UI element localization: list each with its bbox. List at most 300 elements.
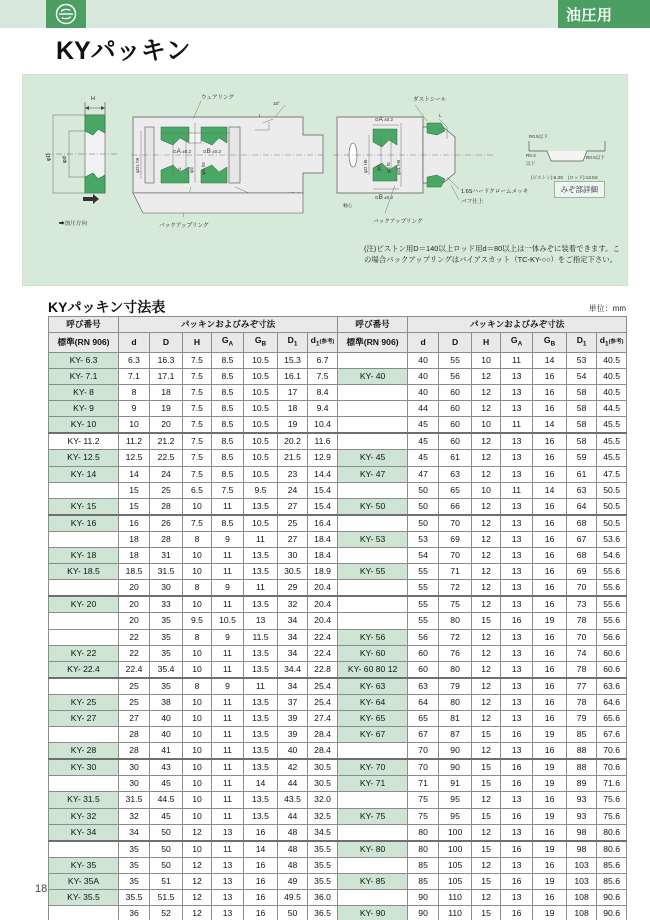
cell-part-number-left: [49, 580, 119, 597]
illustration-note: (注)ピストン用D＝140以上ロッド用d＝80以上は一体みぞに装着できます。この場合バックアップリングはバイアスカット（TC-KY-○○）をご指定下さい。: [364, 244, 620, 265]
cell-value-right-0: 80: [408, 841, 439, 858]
cell-value-right-5: 68: [567, 515, 597, 532]
cell-value-left-1: 24: [150, 466, 183, 482]
cell-value-left-6: 35.5: [308, 873, 338, 889]
cell-value-left-6: 27.4: [308, 710, 338, 726]
cell-value-right-0: 70: [408, 743, 439, 760]
cell-value-right-2: 12: [472, 661, 501, 678]
cell-value-left-3: 7.5: [212, 482, 244, 498]
cell-value-right-2: 15: [472, 727, 501, 743]
table-row: [49, 385, 627, 401]
cell-value-left-4: 16: [244, 906, 278, 920]
cell-value-left-2: 12: [183, 873, 212, 889]
cell-value-left-3: 11: [212, 727, 244, 743]
cell-value-right-5: 68: [567, 548, 597, 564]
cell-value-left-2: 10: [183, 841, 212, 858]
cell-value-right-2: 12: [472, 629, 501, 645]
cell-value-left-5: 39: [278, 710, 308, 726]
cell-part-number-right: [338, 385, 408, 401]
cell-value-left-0: 22.4: [119, 661, 150, 678]
cell-value-right-0: 85: [408, 873, 439, 889]
cell-value-right-2: 12: [472, 596, 501, 613]
cell-value-left-4: 13.5: [244, 661, 278, 678]
header-col-H-left: H: [183, 333, 212, 353]
cell-value-right-5: 88: [567, 759, 597, 776]
cell-value-left-6: 18.9: [308, 564, 338, 580]
cell-value-right-2: 15: [472, 906, 501, 920]
cell-value-left-1: 45: [150, 808, 183, 824]
cell-value-left-6: 10.4: [308, 417, 338, 434]
cell-value-left-5: 34: [278, 629, 308, 645]
cell-value-right-1: 100: [439, 824, 472, 841]
cell-value-right-5: 98: [567, 841, 597, 858]
cell-value-left-3: 13: [212, 824, 244, 841]
cell-value-right-5: 70: [567, 629, 597, 645]
cell-part-number-right: [338, 613, 408, 629]
cell-value-right-4: 19: [533, 759, 567, 776]
cell-value-right-3: 13: [501, 743, 533, 760]
label-dia-d1-rod: φd1 H9: [396, 159, 401, 175]
cell-value-left-4: 13.5: [244, 743, 278, 760]
cell-part-number-right: KY- 40: [338, 369, 408, 385]
cell-value-left-5: 27: [278, 531, 308, 547]
table-row: [49, 710, 627, 726]
cell-value-left-3: 11: [212, 792, 244, 808]
cell-value-left-5: 49: [278, 873, 308, 889]
header-col-d1-left: $d_1$(参考): [308, 333, 338, 353]
cell-value-right-1: 79: [439, 678, 472, 695]
cell-part-number-left: KY- 8: [49, 385, 119, 401]
cell-value-left-3: 11: [212, 759, 244, 776]
cell-value-left-4: 13.5: [244, 548, 278, 564]
cell-value-left-6: 35.5: [308, 841, 338, 858]
cell-value-left-5: 44: [278, 776, 308, 792]
cell-value-left-4: 10.5: [244, 352, 278, 368]
cell-value-right-6: 45.5: [597, 450, 627, 466]
cell-value-left-6: 14.4: [308, 466, 338, 482]
cell-part-number-left: KY- 35.5: [49, 890, 119, 906]
cell-value-left-4: 13.5: [244, 596, 278, 613]
cell-value-right-4: 19: [533, 808, 567, 824]
cell-value-right-1: 60: [439, 417, 472, 434]
cell-part-number-left: KY- 7.1: [49, 369, 119, 385]
cell-value-left-5: 32: [278, 596, 308, 613]
cell-part-number-right: KY- 71: [338, 776, 408, 792]
cell-value-right-2: 12: [472, 531, 501, 547]
cell-value-left-5: 34: [278, 645, 308, 661]
cell-value-left-0: 25: [119, 678, 150, 695]
label-groove-r05: R0.5以下: [529, 134, 548, 139]
cell-value-right-5: 64: [567, 498, 597, 515]
cell-value-left-1: 35: [150, 678, 183, 695]
cell-value-left-1: 30: [150, 580, 183, 597]
cell-value-left-0: 20: [119, 613, 150, 629]
cell-value-right-4: 16: [533, 890, 567, 906]
cell-value-left-3: 8.5: [212, 385, 244, 401]
cell-value-left-3: 8.5: [212, 450, 244, 466]
cell-value-left-2: 10: [183, 548, 212, 564]
cell-value-right-6: 75.6: [597, 808, 627, 824]
cell-value-left-5: 21.5: [278, 450, 308, 466]
cell-value-right-3: 16: [501, 613, 533, 629]
cell-value-left-6: 20.4: [308, 596, 338, 613]
cell-value-left-0: 20: [119, 580, 150, 597]
cell-value-left-5: 30.5: [278, 564, 308, 580]
cell-value-right-6: 64.6: [597, 694, 627, 710]
cell-value-left-2: 8: [183, 678, 212, 695]
cell-value-right-4: 16: [533, 401, 567, 417]
cell-value-right-0: 40: [408, 385, 439, 401]
cell-value-right-3: 13: [501, 580, 533, 597]
cell-part-number-left: KY- 11.2: [49, 433, 119, 450]
cell-value-right-4: 16: [533, 710, 567, 726]
label-angle-15: 15°: [273, 101, 280, 106]
cell-value-right-4: 16: [533, 515, 567, 532]
cell-part-number-left: KY- 9: [49, 401, 119, 417]
cell-value-right-2: 12: [472, 433, 501, 450]
cell-value-left-1: 50: [150, 857, 183, 873]
cell-value-left-3: 11: [212, 776, 244, 792]
cell-value-left-0: 35: [119, 873, 150, 889]
cell-value-left-5: 42: [278, 759, 308, 776]
cell-value-left-1: 45: [150, 776, 183, 792]
label-dim-G: G: [177, 167, 182, 171]
cell-value-right-0: 55: [408, 564, 439, 580]
cell-value-right-3: 13: [501, 531, 533, 547]
cell-value-left-0: 20: [119, 596, 150, 613]
cell-value-left-5: 48: [278, 857, 308, 873]
cell-part-number-right: [338, 548, 408, 564]
cell-value-left-6: 28.4: [308, 727, 338, 743]
cell-value-right-4: 16: [533, 369, 567, 385]
cell-value-left-0: 7.1: [119, 369, 150, 385]
cell-value-left-3: 9: [212, 678, 244, 695]
cell-part-number-left: KY- 27: [49, 710, 119, 726]
cell-value-right-0: 60: [408, 661, 439, 678]
cell-value-right-1: 80: [439, 694, 472, 710]
table-row: [49, 808, 627, 824]
table-row: [49, 369, 627, 385]
cell-value-right-4: 19: [533, 613, 567, 629]
cell-value-left-5: 34: [278, 678, 308, 695]
cell-value-right-6: 75.6: [597, 792, 627, 808]
cell-value-right-5: 108: [567, 890, 597, 906]
cell-value-right-3: 13: [501, 857, 533, 873]
cell-value-left-0: 31.5: [119, 792, 150, 808]
cell-value-right-3: 16: [501, 776, 533, 792]
label-dia-D-rod: φD H9: [363, 159, 368, 173]
header-col-D1-left: $D_1$: [278, 333, 308, 353]
cell-value-left-5: 19: [278, 417, 308, 434]
circle-s-logo-icon: [54, 2, 78, 26]
cell-value-right-0: 90: [408, 890, 439, 906]
cell-part-number-left: KY- 12.5: [49, 450, 119, 466]
cell-value-right-6: 50.5: [597, 498, 627, 515]
cell-value-right-2: 10: [472, 482, 501, 498]
cell-value-right-2: 12: [472, 564, 501, 580]
label-groove-finish: (ピストン):6.3S (ロッド):12.5S: [531, 175, 598, 180]
table-row: [49, 417, 627, 434]
table-row: [49, 841, 627, 858]
cell-value-left-4: 10.5: [244, 385, 278, 401]
table-row: [49, 776, 627, 792]
cell-value-left-1: 31.5: [150, 564, 183, 580]
cell-value-right-0: 65: [408, 710, 439, 726]
cell-value-left-4: 11: [244, 580, 278, 597]
cell-value-right-0: 71: [408, 776, 439, 792]
cell-value-right-6: 80.6: [597, 841, 627, 858]
table-row: [49, 694, 627, 710]
cell-value-left-0: 36: [119, 906, 150, 920]
cell-value-right-4: 16: [533, 548, 567, 564]
cell-value-right-1: 110: [439, 906, 472, 920]
cell-value-right-3: 13: [501, 824, 533, 841]
cell-part-number-left: KY- 18: [49, 548, 119, 564]
cell-value-left-6: 36.5: [308, 906, 338, 920]
cell-value-left-3: 11: [212, 743, 244, 760]
cell-value-left-5: 16.1: [278, 369, 308, 385]
cell-value-right-5: 89: [567, 776, 597, 792]
cell-value-left-1: 38: [150, 694, 183, 710]
cell-value-left-0: 35: [119, 857, 150, 873]
cell-value-left-0: 28: [119, 743, 150, 760]
cell-value-left-6: 20.4: [308, 580, 338, 597]
cell-value-right-2: 12: [472, 890, 501, 906]
cell-value-left-5: 48: [278, 841, 308, 858]
cell-value-right-6: 80.6: [597, 824, 627, 841]
cell-value-left-0: 30: [119, 776, 150, 792]
cell-value-right-1: 110: [439, 890, 472, 906]
cell-value-right-6: 55.6: [597, 580, 627, 597]
cell-value-right-1: 71: [439, 564, 472, 580]
cell-value-left-4: 11: [244, 678, 278, 695]
table-row: [49, 466, 627, 482]
cell-value-right-6: 40.5: [597, 369, 627, 385]
cell-value-right-3: 16: [501, 873, 533, 889]
cell-value-right-1: 76: [439, 645, 472, 661]
cell-value-right-3: 13: [501, 694, 533, 710]
cell-value-left-6: 22.4: [308, 629, 338, 645]
cell-part-number-left: [49, 613, 119, 629]
cell-value-left-4: 9.5: [244, 482, 278, 498]
table-row: [49, 824, 627, 841]
cell-value-right-4: 14: [533, 352, 567, 368]
table-row: [49, 450, 627, 466]
table-row: [49, 629, 627, 645]
cell-value-right-6: 71.6: [597, 776, 627, 792]
cell-value-right-6: 70.6: [597, 759, 627, 776]
cell-value-left-3: 13: [212, 873, 244, 889]
cell-value-right-3: 13: [501, 710, 533, 726]
cell-value-left-0: 27: [119, 710, 150, 726]
category-tab[interactable]: 油圧用: [558, 0, 650, 28]
cell-part-number-right: [338, 352, 408, 368]
cell-value-left-2: 12: [183, 857, 212, 873]
cell-value-left-1: 19: [150, 401, 183, 417]
label-dia-Gd-rod: φG: [376, 164, 381, 171]
cell-value-right-5: 93: [567, 792, 597, 808]
label-groove-r03: R0.3: [526, 153, 536, 158]
cell-part-number-left: KY- 22.4: [49, 661, 119, 678]
cell-value-right-5: 77: [567, 678, 597, 695]
cell-value-left-4: 16: [244, 873, 278, 889]
cell-value-left-6: 22.8: [308, 661, 338, 678]
cell-value-left-5: 25: [278, 515, 308, 532]
cell-value-left-2: 10: [183, 596, 212, 613]
table-row: [49, 873, 627, 889]
table-row: [49, 678, 627, 695]
cell-value-left-3: 11: [212, 498, 244, 515]
cell-value-right-5: 74: [567, 645, 597, 661]
cell-part-number-right: KY- 47: [338, 466, 408, 482]
label-groove-r05-b: R0.5以下: [586, 155, 605, 160]
cell-part-number-left: [49, 482, 119, 498]
cell-value-left-1: 50: [150, 824, 183, 841]
cell-value-left-5: 39: [278, 727, 308, 743]
cell-value-left-0: 10: [119, 417, 150, 434]
cell-value-left-5: 17: [278, 385, 308, 401]
cell-part-number-right: [338, 596, 408, 613]
cell-value-right-0: 50: [408, 515, 439, 532]
cell-value-left-5: 29: [278, 580, 308, 597]
cell-value-right-2: 15: [472, 613, 501, 629]
cell-value-right-3: 16: [501, 841, 533, 858]
cell-value-left-6: 7.5: [308, 369, 338, 385]
cell-value-right-4: 16: [533, 433, 567, 450]
label-dia-D: φD: [46, 153, 52, 161]
cell-value-left-0: 16: [119, 515, 150, 532]
cell-value-left-4: 16: [244, 890, 278, 906]
cell-value-right-3: 16: [501, 727, 533, 743]
cell-value-right-6: 45.5: [597, 433, 627, 450]
header-name-sub-right: 標準(RN 906): [338, 333, 408, 353]
cell-value-left-4: 13.5: [244, 564, 278, 580]
cell-value-left-2: 10: [183, 498, 212, 515]
table-row: [49, 352, 627, 368]
cell-part-number-left: KY- 32: [49, 808, 119, 824]
cell-value-left-4: 11.5: [244, 629, 278, 645]
cell-value-right-4: 16: [533, 792, 567, 808]
cell-value-left-6: 25.4: [308, 678, 338, 695]
cell-value-right-0: 45: [408, 433, 439, 450]
cell-value-left-6: 30.5: [308, 759, 338, 776]
table-row: [49, 433, 627, 450]
cell-value-right-6: 90.6: [597, 890, 627, 906]
cell-value-right-1: 61: [439, 450, 472, 466]
table-row: [49, 531, 627, 547]
cell-value-left-1: 40: [150, 710, 183, 726]
cell-value-left-4: 13: [244, 613, 278, 629]
cell-value-right-6: 50.5: [597, 482, 627, 498]
cell-value-right-1: 95: [439, 792, 472, 808]
cell-value-right-0: 53: [408, 531, 439, 547]
cell-value-left-4: 10.5: [244, 401, 278, 417]
cell-value-right-0: 55: [408, 613, 439, 629]
cell-value-right-5: 69: [567, 564, 597, 580]
label-dia-d-rod: φd f8: [386, 162, 391, 173]
cell-value-left-2: 7.5: [183, 433, 212, 450]
cell-value-right-4: 19: [533, 873, 567, 889]
cell-value-right-0: 40: [408, 369, 439, 385]
label-dust-seal: ダストシール: [413, 97, 447, 103]
cell-value-right-0: 67: [408, 727, 439, 743]
cell-value-left-0: 11.2: [119, 433, 150, 450]
cell-value-left-3: 8.5: [212, 466, 244, 482]
cell-value-left-3: 11: [212, 710, 244, 726]
cell-value-right-2: 10: [472, 352, 501, 368]
cell-value-left-3: 9: [212, 629, 244, 645]
cell-value-right-5: 58: [567, 401, 597, 417]
header-col-D-left: D: [150, 333, 183, 353]
cell-value-left-1: 33: [150, 596, 183, 613]
label-dia-d-mid: φd: [189, 167, 194, 173]
cell-value-left-4: 13.5: [244, 498, 278, 515]
cell-value-left-4: 10.5: [244, 466, 278, 482]
cell-value-right-1: 55: [439, 352, 472, 368]
cell-value-right-1: 90: [439, 759, 472, 776]
cell-value-left-6: 18.4: [308, 548, 338, 564]
cell-value-right-3: 13: [501, 433, 533, 450]
cell-value-left-5: 34.4: [278, 661, 308, 678]
cell-value-left-2: 10: [183, 727, 212, 743]
cell-value-right-1: 87: [439, 727, 472, 743]
cell-value-right-0: 80: [408, 824, 439, 841]
cell-value-right-5: 73: [567, 596, 597, 613]
table-header-row-group: [49, 317, 627, 333]
cell-part-number-right: KY- 85: [338, 873, 408, 889]
cell-value-right-6: 40.5: [597, 385, 627, 401]
cell-value-left-0: 14: [119, 466, 150, 482]
cell-value-left-1: 50: [150, 841, 183, 858]
cell-value-left-3: 8.5: [212, 417, 244, 434]
cell-value-left-6: 35.5: [308, 857, 338, 873]
cell-value-left-2: 10: [183, 694, 212, 710]
cell-value-right-3: 13: [501, 498, 533, 515]
cell-value-left-5: 44: [278, 808, 308, 824]
cell-value-right-5: 58: [567, 417, 597, 434]
header-col-D1-right: $D_1$: [567, 333, 597, 353]
cell-part-number-right: KY- 60: [338, 645, 408, 661]
cell-value-right-3: 13: [501, 450, 533, 466]
cell-value-left-0: 9: [119, 401, 150, 417]
cell-value-right-2: 12: [472, 645, 501, 661]
cell-value-left-6: 6.7: [308, 352, 338, 368]
cell-value-left-3: 13: [212, 857, 244, 873]
cell-value-right-5: 78: [567, 694, 597, 710]
cell-value-right-5: 93: [567, 808, 597, 824]
cell-value-left-3: 11: [212, 645, 244, 661]
cell-value-right-3: 16: [501, 759, 533, 776]
cell-value-right-5: 103: [567, 857, 597, 873]
cell-value-left-2: 10: [183, 743, 212, 760]
header-col-GA-left: $G_A$: [212, 333, 244, 353]
label-dim-H: H: [91, 96, 96, 102]
cell-value-left-4: 10.5: [244, 369, 278, 385]
header-dim-group-left: パッキンおよびみぞ寸法: [119, 317, 338, 333]
cell-value-right-2: 12: [472, 466, 501, 482]
cell-value-right-1: 69: [439, 531, 472, 547]
cell-value-left-0: 15: [119, 482, 150, 498]
cell-value-left-6: 22.4: [308, 645, 338, 661]
cell-value-right-5: 103: [567, 873, 597, 889]
cell-part-number-right: [338, 433, 408, 450]
cell-value-right-6: 44.5: [597, 401, 627, 417]
cell-value-right-2: 15: [472, 808, 501, 824]
cell-value-left-1: 28: [150, 531, 183, 547]
cell-value-left-3: 13: [212, 906, 244, 920]
cell-value-right-3: 13: [501, 645, 533, 661]
cell-value-left-4: 13.5: [244, 645, 278, 661]
